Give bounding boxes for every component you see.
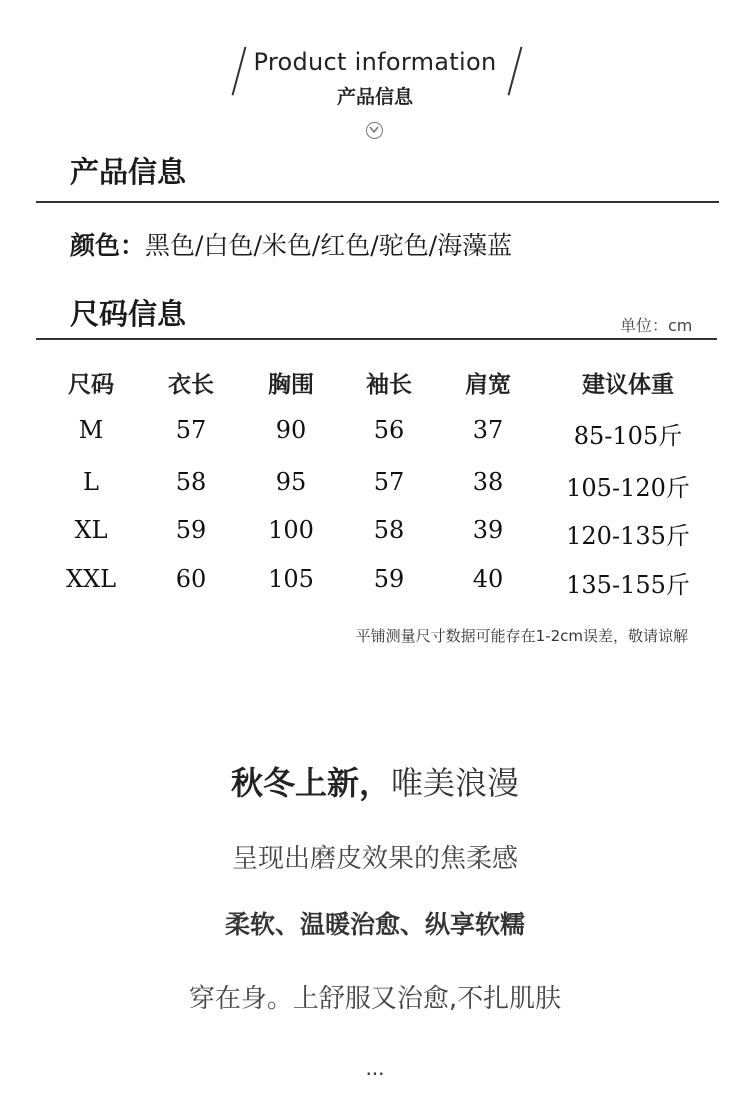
table-cell: 56 [373, 416, 405, 444]
table-header-cell: 肩宽 [465, 372, 511, 398]
table-cell: 59 [373, 565, 405, 593]
table-header-cell: 尺码 [68, 372, 114, 398]
color-label: 颜色： [70, 231, 146, 260]
header-title-cn: 产品信息 [336, 86, 413, 108]
table-header-cell: 袖长 [366, 372, 412, 398]
divider [36, 201, 719, 203]
unit-label: 单位：cm [620, 316, 693, 335]
table-cell: 58 [373, 516, 405, 544]
table-cell: L [83, 468, 99, 496]
promo-headline-bold: 秋冬上新， [230, 764, 391, 802]
table-header-cell: 胸围 [268, 372, 314, 398]
table-cell: 38 [472, 468, 504, 496]
table-cell: 57 [175, 416, 207, 444]
table-cell: 100 [268, 516, 314, 544]
table-cell: 40 [472, 565, 504, 593]
table-cell: 120-135斤 [566, 522, 690, 550]
promo-headline-rest: 唯美浪漫 [391, 764, 520, 802]
measurement-note: 平铺测量尺寸数据可能存在1-2cm误差，敬请谅解 [355, 627, 688, 645]
table-header-cell: 建议体重 [582, 372, 674, 398]
table-cell: 39 [472, 516, 504, 544]
table-cell: 85-105斤 [573, 422, 683, 450]
table-cell: 105 [268, 565, 314, 593]
table-cell: 135-155斤 [566, 571, 690, 599]
divider [36, 338, 717, 340]
table-cell: XXL [65, 565, 117, 593]
color-values: 黑色/白色/米色/红色/驼色/海藻蓝 [145, 231, 513, 260]
header-title-en: Product information [253, 48, 497, 76]
table-header-cell: 衣长 [168, 372, 214, 398]
table-cell: 95 [275, 468, 307, 496]
table-cell: 57 [373, 468, 405, 496]
chevron-down-circle-icon [366, 122, 383, 139]
table-cell: 59 [175, 516, 207, 544]
promo-headline [0, 758, 750, 804]
product-info-title: 产品信息 [70, 155, 187, 189]
promo-line-4: 穿在身。上舒服又治愈,不扎肌肤 [188, 984, 562, 1014]
promo-ellipsis: ... [365, 1056, 385, 1080]
table-cell: 90 [275, 416, 307, 444]
color-options [70, 226, 512, 262]
promo-line-3: 柔软、温暖治愈、纵享软糯 [224, 910, 525, 939]
size-info-title: 尺码信息 [70, 297, 187, 331]
table-cell: 58 [175, 468, 207, 496]
promo-line-2: 呈现出磨皮效果的焦柔感 [231, 844, 518, 874]
table-cell: XL [74, 516, 108, 544]
table-cell: 37 [472, 416, 504, 444]
table-cell: M [78, 416, 104, 444]
table-cell: 105-120斤 [566, 474, 690, 502]
table-cell: 60 [175, 565, 207, 593]
